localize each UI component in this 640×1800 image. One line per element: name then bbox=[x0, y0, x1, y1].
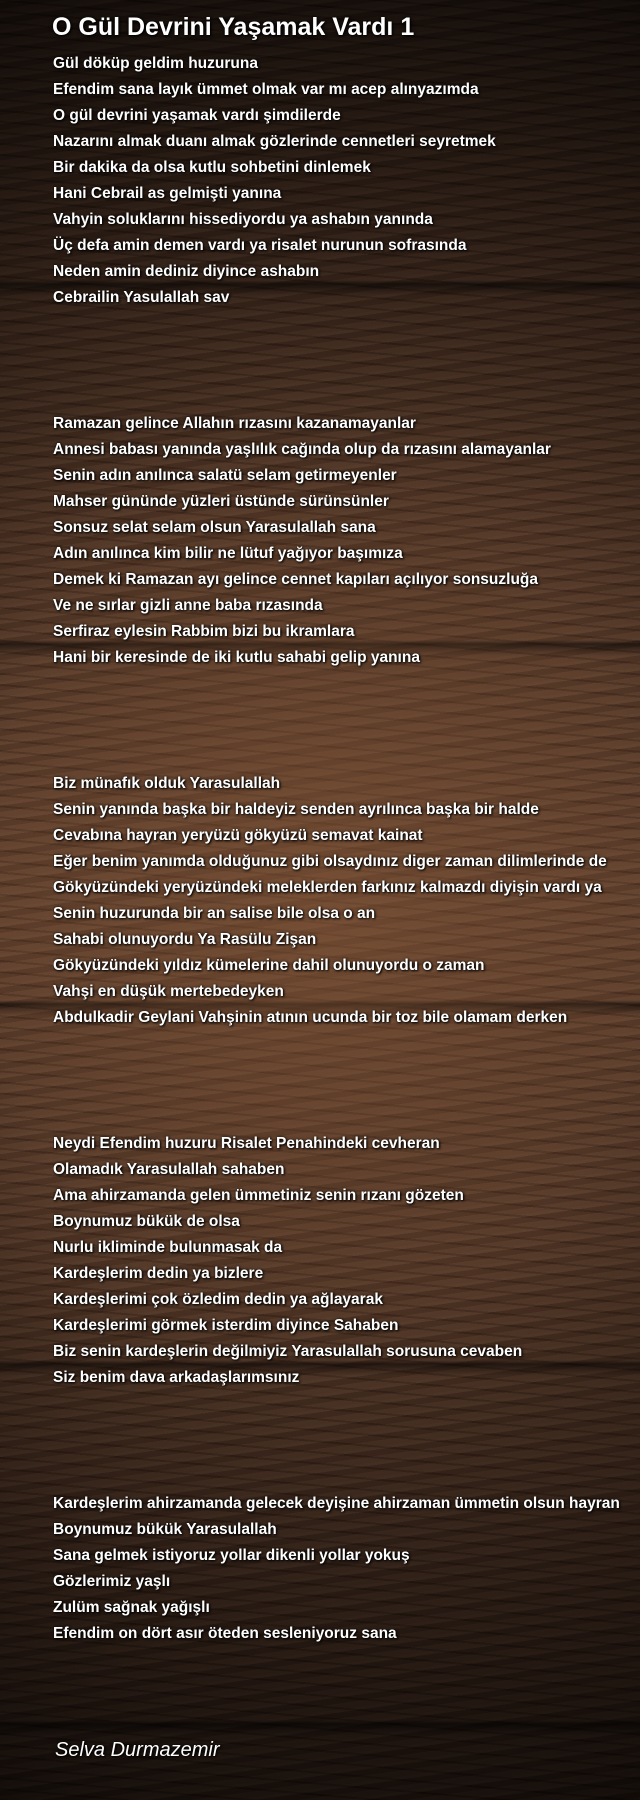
poem-line: Gül döküp geldim huzuruna bbox=[53, 55, 258, 72]
poem-line: Senin huzurunda bir an salise bile olsa o an bbox=[53, 905, 376, 922]
poem-line: Ve ne sırlar gizli anne baba rızasında bbox=[53, 597, 323, 614]
poem-line: Cebrailin Yasulallah sav bbox=[53, 289, 230, 306]
stanza-2 bbox=[53, 411, 640, 671]
poem-line: Sonsuz selat selam olsun Yarasulallah sana bbox=[53, 519, 376, 536]
poem-line: Bir dakika da olsa kutlu sohbetini dinlemek bbox=[53, 159, 371, 176]
poem-line: Ramazan gelince Allahın rızasını kazanamayanlar bbox=[53, 415, 416, 432]
poem-line: Boynumuz bükük de olsa bbox=[53, 1213, 240, 1230]
poem-line: Abdulkadir Geylani Vahşinin atının ucunda bir toz bile olamam derken bbox=[53, 1009, 568, 1026]
poem-line: Kardeşlerimi görmek isterdim diyince Sahaben bbox=[53, 1317, 399, 1334]
poem-line: Kardeşlerim ahirzamanda gelecek deyişine ahirzaman ümmetin olsun hayran bbox=[53, 1495, 620, 1512]
poem-line: Üç defa amin demen vardı ya risalet nurunun sofrasında bbox=[53, 237, 467, 254]
poem-title: O Gül Devrini Yaşamak Vardı 1 bbox=[52, 13, 415, 41]
poem-author: Selva Durmazemir bbox=[55, 1739, 220, 1761]
stanza-1 bbox=[53, 51, 640, 311]
poem-line: Sahabi olunuyordu Ya Rasülu Zişan bbox=[53, 931, 317, 948]
poem-line: Mahser gününde yüzleri üstünde sürünsünler bbox=[53, 493, 389, 510]
poem-line: Efendim sana layık ümmet olmak var mı acep alınyazımda bbox=[53, 81, 479, 98]
poem-line: Annesi babası yanında yaşlılık cağında olup da rızasını alamayanlar bbox=[53, 441, 551, 458]
poem-line: Boynumuz bükük Yarasulallah bbox=[53, 1521, 277, 1538]
poem-line: Hani bir keresinde de iki kutlu sahabi gelip yanına bbox=[53, 649, 420, 666]
poem-line: Sana gelmek istiyoruz yollar dikenli yollar yokuş bbox=[53, 1547, 410, 1564]
poem-line: Neden amin dediniz diyince ashabın bbox=[53, 263, 320, 280]
poem-line: Senin yanında başka bir haldeyiz senden ayrılınca başka bir halde bbox=[53, 801, 539, 818]
stanza-3 bbox=[53, 771, 640, 1031]
poem-line: Gözlerimiz yaşlı bbox=[53, 1573, 171, 1590]
poem-line: Kardeşlerimi çok özledim dedin ya ağlayarak bbox=[53, 1291, 383, 1308]
poem-line: Gökyüzündeki yıldız kümelerine dahil olunuyordu o zaman bbox=[53, 957, 485, 974]
poem-line: Adın anılınca kim bilir ne lütuf yağıyor başımıza bbox=[53, 545, 403, 562]
poem-line: Gökyüzündeki yeryüzündeki meleklerden farkınız kalmazdı diyişin vardı ya bbox=[53, 879, 602, 896]
stanza-5 bbox=[53, 1491, 640, 1647]
poem-line: Neydi Efendim huzuru Risalet Penahindeki cevheran bbox=[53, 1135, 440, 1152]
poem-line: Ama ahirzamanda gelen ümmetiniz senin rızanı gözeten bbox=[53, 1187, 464, 1204]
poem-line: Nazarını almak duanı almak gözlerinde cennetleri seyretmek bbox=[53, 133, 496, 150]
stanza-4 bbox=[53, 1131, 640, 1391]
poem-line: Kardeşlerim dedin ya bizlere bbox=[53, 1265, 264, 1282]
poem-line: Demek ki Ramazan ayı gelince cennet kapıları açılıyor sonsuzluğa bbox=[53, 571, 539, 588]
poem-line: Hani Cebrail as gelmişti yanına bbox=[53, 185, 282, 202]
poem-line: Olamadık Yarasulallah sahaben bbox=[53, 1161, 285, 1178]
poem-line: Biz münafık olduk Yarasulallah bbox=[53, 775, 281, 792]
poem-line: Biz senin kardeşlerin değilmiyiz Yarasulallah sorusuna cevaben bbox=[53, 1343, 523, 1360]
poem-line: Siz benim dava arkadaşlarımsınız bbox=[53, 1369, 300, 1386]
poem-line: Cevabına hayran yeryüzü gökyüzü semavat kainat bbox=[53, 827, 423, 844]
poem-line: Eğer benim yanımda olduğunuz gibi olsaydınız diger zaman dilimlerinde de bbox=[53, 853, 607, 870]
poem-line: Senin adın anılınca salatü selam getirmeyenler bbox=[53, 467, 397, 484]
poem-line: Vahyin soluklarını hissediyordu ya ashabın yanında bbox=[53, 211, 433, 228]
poem-line: Zulüm sağnak yağışlı bbox=[53, 1599, 210, 1616]
poem-line: Vahşi en düşük mertebedeyken bbox=[53, 983, 284, 1000]
poem-line: Nurlu ikliminde bulunmasak da bbox=[53, 1239, 283, 1256]
poem-line: Efendim on dört asır öteden sesleniyoruz sana bbox=[53, 1625, 397, 1642]
poem-line: Serfiraz eylesin Rabbim bizi bu ikramlara bbox=[53, 623, 355, 640]
poem-line: O gül devrini yaşamak vardı şimdilerde bbox=[53, 107, 341, 124]
